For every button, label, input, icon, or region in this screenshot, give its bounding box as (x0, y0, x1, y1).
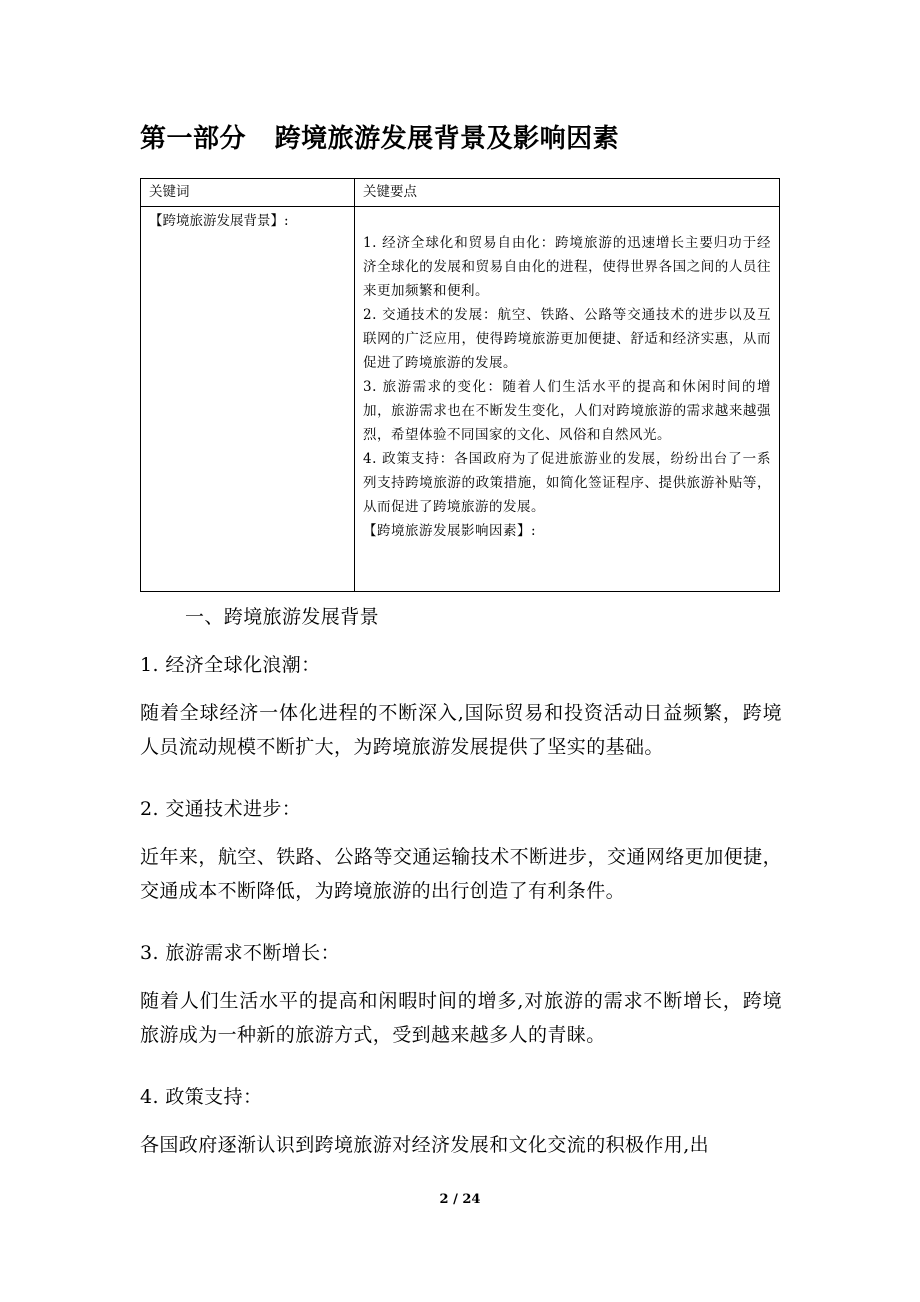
header-keyword: 关键词 (141, 179, 355, 207)
key-point-item: 3. 旅游需求的变化：随着人们生活水平的提高和休闲时间的增加，旅游需求也在不断发生变化，人们对跨境旅游的需求越来越强烈，希望体验不同国家的文化、风俗和自然风光。 (363, 379, 771, 443)
paragraph-1: 随着全球经济一体化进程的不断深入,国际贸易和投资活动日益频繁，跨境人员流动规模不断扩大，为跨境旅游发展提供了坚实的基础。 (140, 702, 782, 758)
page-number: 2 / 24 (439, 1192, 481, 1207)
page-title: 第一部分 跨境旅游发展背景及影响因素 (140, 124, 620, 154)
paragraph-3: 随着人们生活水平的提高和闲暇时间的增多,对旅游的需求不断增长，跨境旅游成为一种新的旅游方式，受到越来越多人的青睐。 (140, 990, 782, 1046)
key-points-cell (355, 207, 780, 592)
key-point-item: 4. 政策支持：各国政府为了促进旅游业的发展，纷纷出台了一系列支持跨境旅游的政策措施，如简化签证程序、提供旅游补贴等，从而促进了跨境旅游的发展。 (363, 451, 771, 515)
paragraph-2: 近年来，航空、铁路、公路等交通运输技术不断进步，交通网络更加便捷，交通成本不断降低，为跨境旅游的出行创造了有利条件。 (140, 846, 782, 902)
table-row (141, 207, 780, 592)
section-heading: 一、跨境旅游发展背景 (185, 606, 380, 628)
keyword-cell: 【跨境旅游发展背景】: (141, 207, 355, 592)
paragraph-heading-1: 1. 经济全球化浪潮： (140, 654, 321, 676)
key-points-table (140, 178, 780, 592)
key-point-item: 1. 经济全球化和贸易自由化：跨境旅游的迅速增长主要归功于经济全球化的发展和贸易自由化的进程，使得世界各国之间的人员往来更加频繁和便利。 (363, 235, 771, 299)
paragraph-heading-3: 3. 旅游需求不断增长： (140, 942, 340, 964)
key-point-item: 2. 交通技术的发展：航空、铁路、公路等交通技术的进步以及互联网的广泛应用，使得跨境旅游更加便捷、舒适和经济实惠，从而促进了跨境旅游的发展。 (363, 307, 771, 371)
paragraph-heading-2: 2. 交通技术进步： (140, 798, 302, 820)
paragraph-heading-4: 4. 政策支持： (140, 1086, 263, 1108)
table-header-row (141, 179, 780, 207)
key-point-subheading: 【跨境旅游发展影响因素】: (363, 523, 537, 539)
header-key-points: 关键要点 (355, 179, 780, 207)
paragraph-4: 各国政府逐渐认识到跨境旅游对经济发展和文化交流的积极作用,出 (140, 1134, 710, 1156)
